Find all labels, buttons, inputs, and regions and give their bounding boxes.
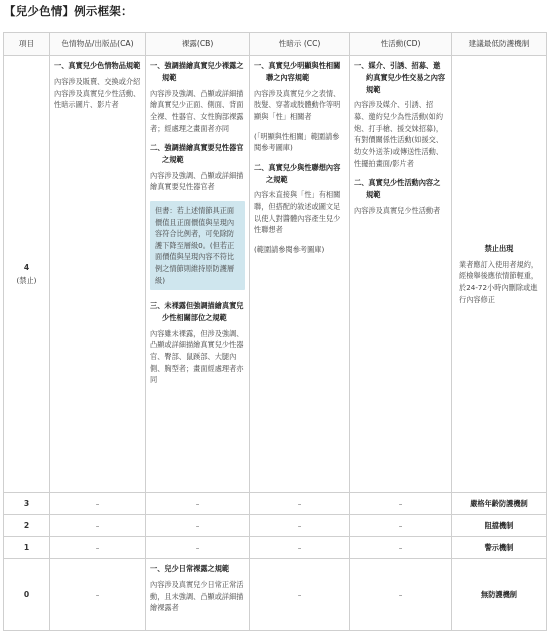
section-text: 內容涉及強調、凸顯或詳細描繪真實兒少正面、側面、背面全裸、性器官、女性胸部裸露者；經處理之畫面者亦同 [150, 88, 244, 133]
cc-cell [250, 56, 350, 493]
section-reference: (「明顯與性相關」範圍請參閱參考圖庫) [254, 131, 340, 153]
level-cell: 2 [4, 515, 50, 537]
ca-cell: – [50, 493, 146, 515]
level-sublabel: (禁止) [16, 275, 37, 285]
section-text: 內容雖未裸露，但涉及強調、凸顯或詳細描繪真實兒少性器官、臀部、鼠蹊部、大腿內側、胸型者；畫面經處理者亦同 [150, 328, 244, 385]
protection-text: 業者應訂入使用者規約，經檢舉後應依情節輕重，於24-72小時內刪除或進行內容修正 [459, 259, 539, 304]
header-item: 項目 [4, 33, 50, 56]
proviso-note: 但書：若上述情節具正面價值且正面價值與呈現內容符合比例者，可免除防護下降至層級0。(但若正面價值與呈現內容不符比例之情節則維持原防護層級) [150, 201, 245, 291]
level-cell: 0 [4, 559, 50, 631]
section-reference: (範圍請參閱參考圖庫) [254, 244, 325, 254]
framework-table-wrapper [3, 32, 546, 631]
ca-cell [50, 56, 146, 493]
section-text: 內容涉及真實兒少性活動者 [354, 205, 441, 215]
section-title: 二、真實兒少性活動內容之規範 [354, 178, 441, 199]
ca-cell: – [50, 559, 146, 631]
section-text: 內容涉及販賣、交換或介紹內容涉及真實兒少性活動、性暗示圖片、影片者 [54, 76, 141, 110]
section-text: 內容涉及真實兒少之表情、肢髮、穿著或肢體動作等明顯與「性」相關者 [254, 88, 341, 121]
cd-cell: – [350, 537, 452, 559]
section-title: 一、強調描繪真實兒少裸露之規範 [150, 61, 244, 82]
cd-cell: – [350, 559, 452, 631]
protection-cell: 無防護機制 [452, 559, 547, 631]
cb-cell [146, 56, 250, 493]
cb-cell: – [146, 537, 250, 559]
section-title: 一、兒少日常裸露之規範 [150, 564, 230, 574]
table-row-level-3 [4, 493, 547, 515]
protection-cell: 嚴格年齡防護機制 [452, 493, 547, 515]
section-title: 二、真實兒少與性聯想內容之規範 [254, 162, 341, 184]
section-title: 一、真實兒少明顯與性相關聯之內容規範 [254, 61, 341, 82]
section-title: 三、未裸露但強調描繪真實兒少性相關部位之規範 [150, 301, 244, 323]
cc-cell: – [250, 537, 350, 559]
page-caption: 【兒少色情】例示框架： [4, 4, 133, 18]
ca-cell: – [50, 515, 146, 537]
header-cd: 性活動(CD) [350, 33, 452, 56]
cd-cell: – [350, 493, 452, 515]
table-row-level-2 [4, 515, 547, 537]
table-row-level-0 [4, 559, 547, 631]
section-title: 一、媒介、引誘、招募、邀約真實兒少性交易之內容規範 [354, 61, 446, 94]
section-text: 內容涉及強調、凸顯或詳細描繪真實要兒性器官者 [150, 170, 244, 192]
cb-cell [146, 559, 250, 631]
section-text: 內容涉及媒介、引誘、招募、邀約兒少為性活動(如約炮、打手槍、援交妹招募)，有對價關係性活動(如援交、幼女外送茶)或傳送性活動、性擺拍畫面/影片者 [354, 100, 444, 168]
cc-cell: – [250, 493, 350, 515]
section-title: 一、真實兒少色情物品規範 [54, 61, 141, 71]
protection-title: 禁止出現 [484, 244, 514, 254]
protection-cell: 阻擋機制 [452, 515, 547, 537]
table-row-level-4 [4, 56, 547, 493]
section-text: 內容涉及真實兒少日常正常活動，且未強調、凸顯或詳細描繪裸露者 [150, 579, 244, 613]
section-title: 二、強調描繪真實要兒性器官之規範 [150, 143, 244, 164]
cb-cell: – [146, 493, 250, 515]
level-number: 4 [23, 263, 30, 273]
header-row [4, 33, 547, 56]
ca-cell: – [50, 537, 146, 559]
protection-cell: 警示機制 [452, 537, 547, 559]
header-cb: 裸露(CB) [146, 33, 250, 56]
section-text: 內容未直接與「性」有相關聯，但搭配的敘述或圖文足以使人對醬體內容產生兒少性聯想者 [254, 190, 341, 235]
level-cell: 3 [4, 493, 50, 515]
cb-cell: – [146, 515, 250, 537]
level-cell: 1 [4, 537, 50, 559]
level-cell [4, 56, 50, 493]
header-cc: 性暗示 (CC) [250, 33, 350, 56]
cc-cell: – [250, 559, 350, 631]
framework-table [3, 32, 547, 631]
cd-cell [350, 56, 452, 493]
header-protection: 建議最低防護機制 [452, 33, 547, 56]
header-ca: 色情物品/出版品(CA) [50, 33, 146, 56]
table-row-level-1 [4, 537, 547, 559]
protection-cell [452, 56, 547, 493]
cd-cell: – [350, 515, 452, 537]
cc-cell: – [250, 515, 350, 537]
